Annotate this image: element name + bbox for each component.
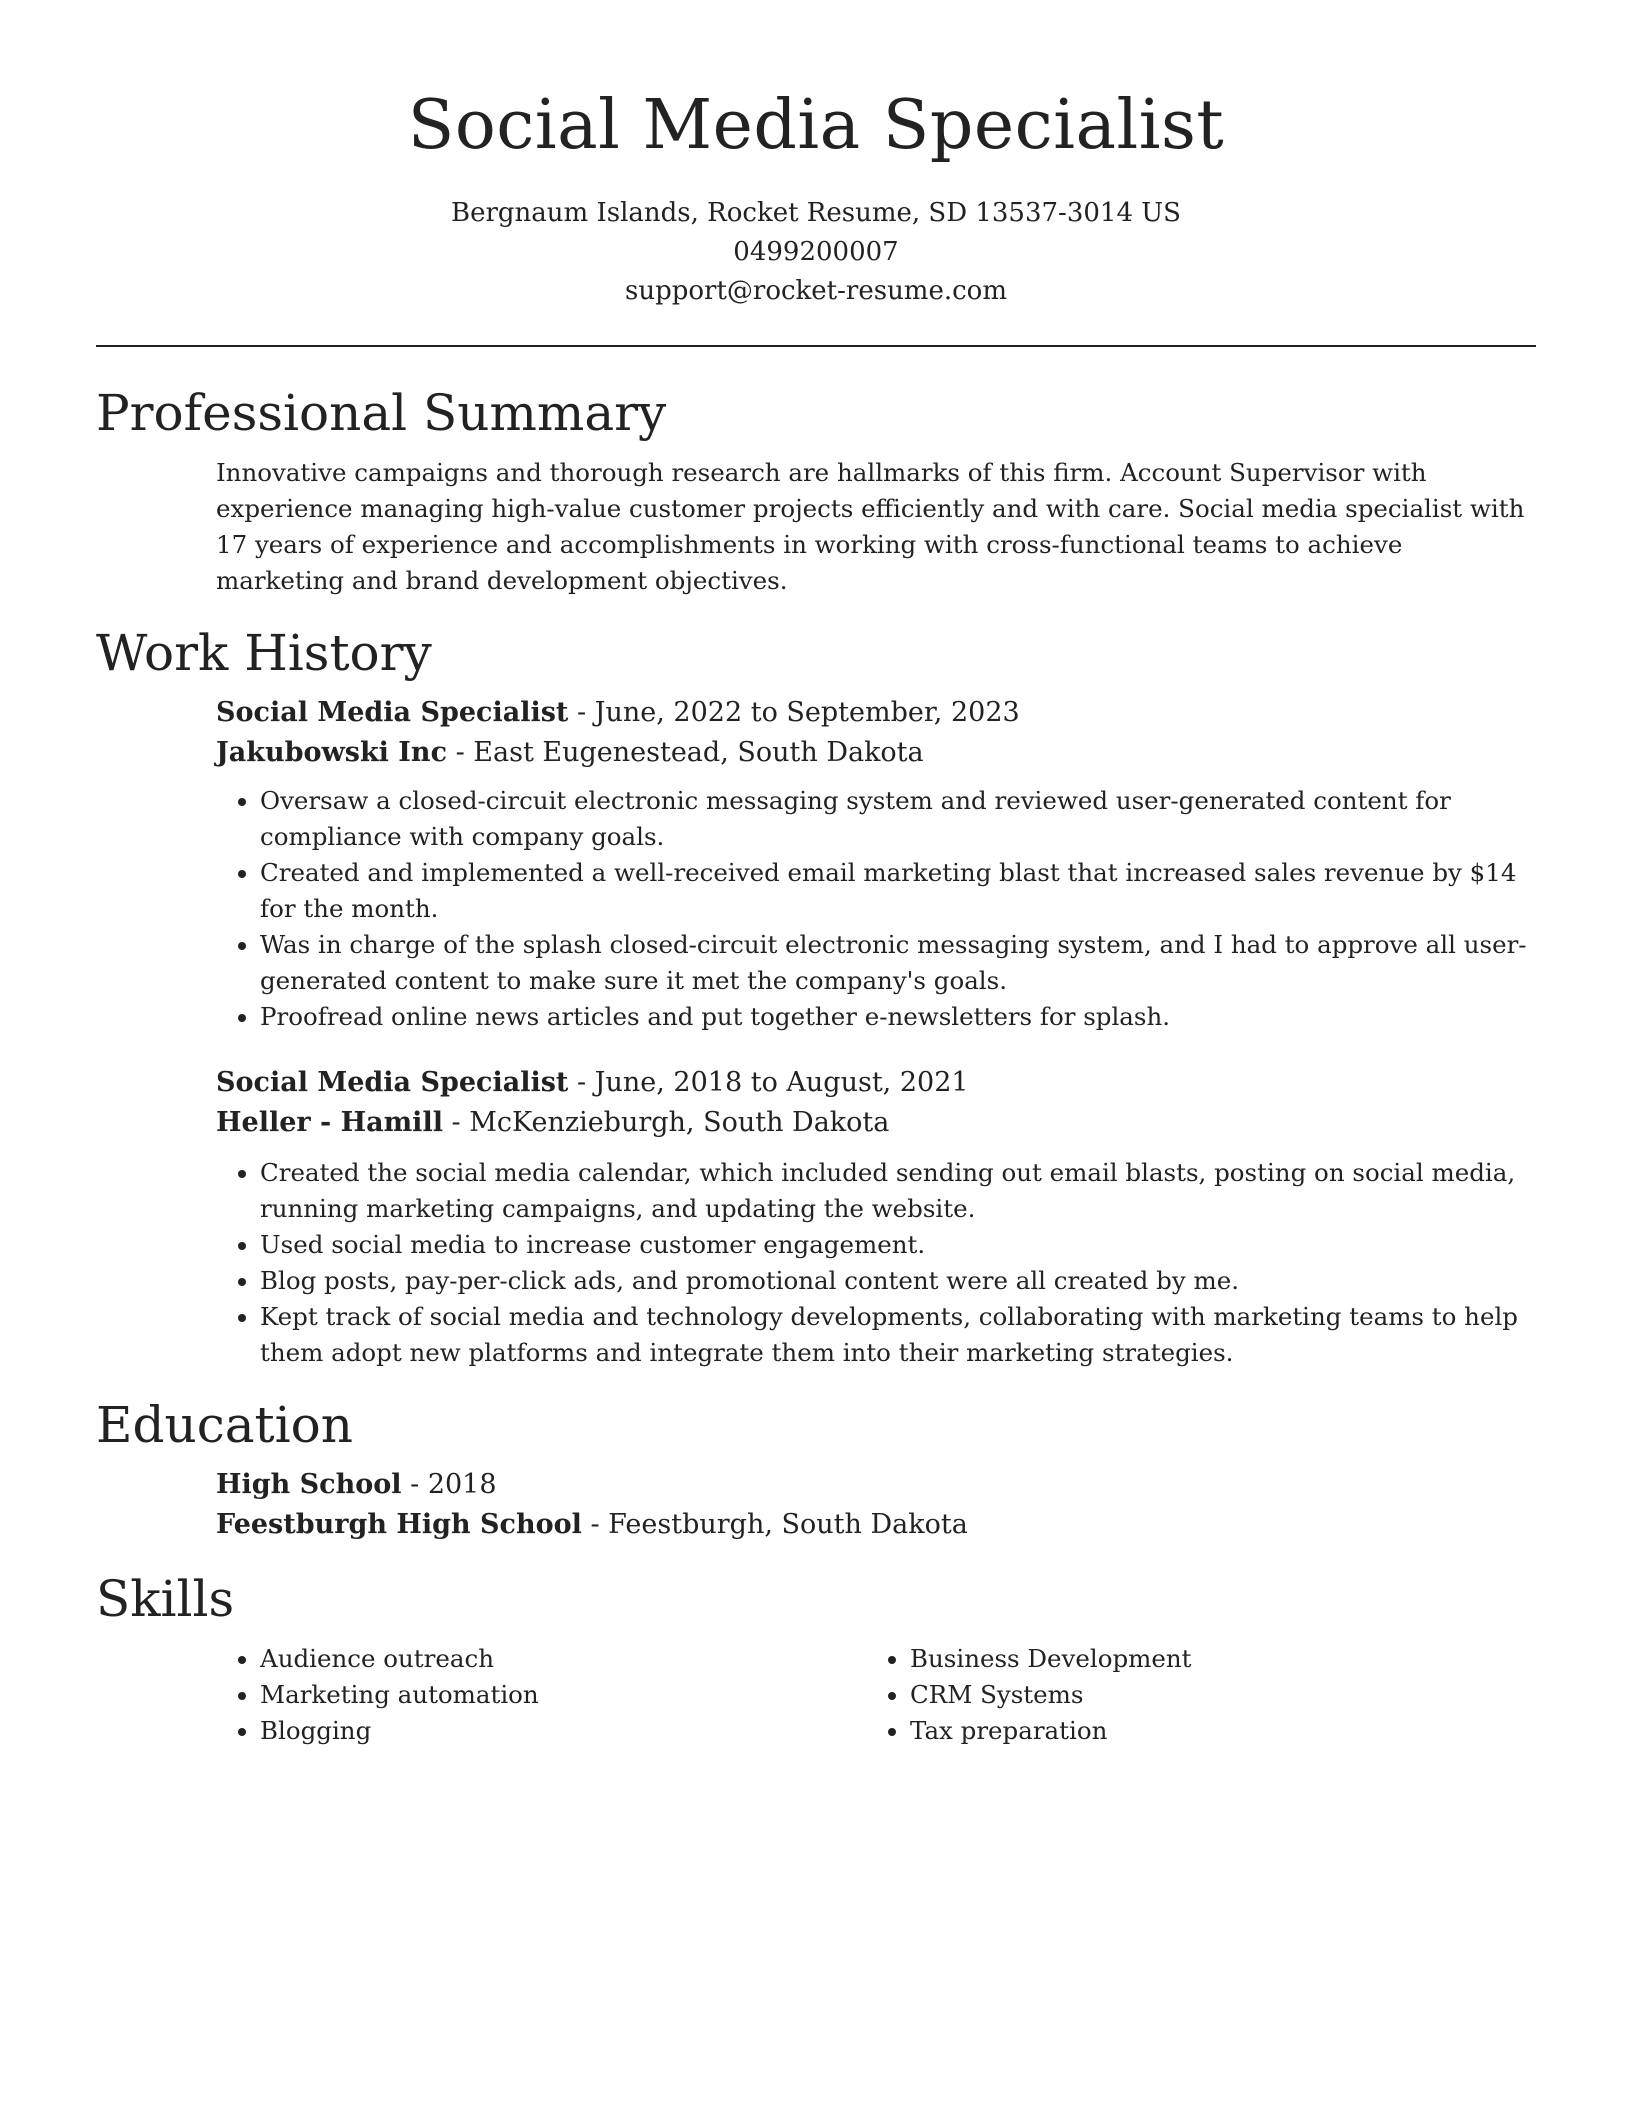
summary-section xyxy=(96,381,1536,599)
job-entry xyxy=(216,1063,1536,1371)
job-heading xyxy=(216,693,1536,733)
job-location: - McKenzieburgh, South Dakota xyxy=(442,1107,890,1138)
job-bullet: • Used social media to increase customer engagement. xyxy=(260,1227,1536,1263)
education-degree: High School xyxy=(216,1469,402,1500)
education-location: - Feestburgh, South Dakota xyxy=(581,1509,968,1540)
skill-item: • Marketing automation xyxy=(260,1677,866,1713)
job-dates: - June, 2022 to September, 2023 xyxy=(568,697,1020,728)
education-title: Education xyxy=(96,1396,353,1454)
job-bullet: • Created and implemented a well-received email marketing blast that increased sales revenue by $14 for the month. xyxy=(260,855,1536,927)
skills-column-left xyxy=(216,1641,866,1749)
contact-email: support@rocket-resume.com xyxy=(624,276,1007,306)
job-heading xyxy=(216,1063,1536,1103)
work-title: Work History xyxy=(96,624,432,682)
job-bullets xyxy=(216,783,1536,1035)
job-role: Social Media Specialist xyxy=(216,697,569,728)
job-bullet: • Proofread online news articles and put together e-newsletters for splash. xyxy=(260,999,1536,1035)
job-bullets xyxy=(216,1155,1536,1371)
job-company: Heller - Hamill xyxy=(216,1107,443,1138)
education-section xyxy=(96,1393,1536,1545)
header-divider xyxy=(96,345,1536,347)
skill-item: • Business Development xyxy=(910,1641,1516,1677)
skills-grid xyxy=(216,1641,1536,1749)
contact-block xyxy=(96,194,1536,311)
contact-phone: 0499200007 xyxy=(733,237,899,267)
job-location: - East Eugenestead, South Dakota xyxy=(447,737,924,768)
skill-item: • Tax preparation xyxy=(910,1713,1516,1749)
work-section xyxy=(96,621,1536,1371)
job-company: Jakubowski Inc xyxy=(216,737,448,768)
job-role: Social Media Specialist xyxy=(216,1067,569,1098)
skills-title: Skills xyxy=(96,1570,235,1628)
education-year: - 2018 xyxy=(401,1469,497,1500)
job-dates: - June, 2018 to August, 2021 xyxy=(568,1067,969,1098)
job-company-line xyxy=(216,733,1536,773)
job-company-line xyxy=(216,1103,1536,1143)
education-entry xyxy=(216,1465,1536,1545)
education-heading xyxy=(216,1465,1536,1505)
job-bullet: • Oversaw a closed-circuit electronic messaging system and reviewed user-generated content for compliance with company goals. xyxy=(260,783,1536,855)
job-entry xyxy=(216,693,1536,1035)
skill-item: • Blogging xyxy=(260,1713,866,1749)
summary-text: Innovative campaigns and thorough research are hallmarks of this firm. Account Supervisor with experience managing high-value customer projects efficiently and with care. Social media specialist with 17 years of experience and accomplishments in working with cross-functional teams to achieve marketing and brand development objectives. xyxy=(216,458,1525,595)
skills-section xyxy=(96,1567,1536,1749)
education-school-line xyxy=(216,1505,1536,1545)
job-bullet: • Created the social media calendar, which included sending out email blasts, posting on social media, running marketing campaigns, and updating the website. xyxy=(260,1155,1536,1227)
job-bullet: • Kept track of social media and technology developments, collaborating with marketing teams to help them adopt new platforms and integrate them into their marketing strategies. xyxy=(260,1299,1536,1371)
candidate-title: Social Media Specialist xyxy=(407,86,1225,165)
contact-address: Bergnaum Islands, Rocket Resume, SD 13537-3014 US xyxy=(450,198,1181,228)
summary-title: Professional Summary xyxy=(96,384,667,442)
resume-header xyxy=(96,0,1536,311)
education-school: Feestburgh High School xyxy=(216,1509,582,1540)
skill-item: • Audience outreach xyxy=(260,1641,866,1677)
job-bullet: • Blog posts, pay-per-click ads, and promotional content were all created by me. xyxy=(260,1263,1536,1299)
job-bullet: • Was in charge of the splash closed-circuit electronic messaging system, and I had to approve all user-generated content to make sure it met the company's goals. xyxy=(260,927,1536,999)
skill-item: • CRM Systems xyxy=(910,1677,1516,1713)
skills-column-right xyxy=(866,1641,1516,1749)
